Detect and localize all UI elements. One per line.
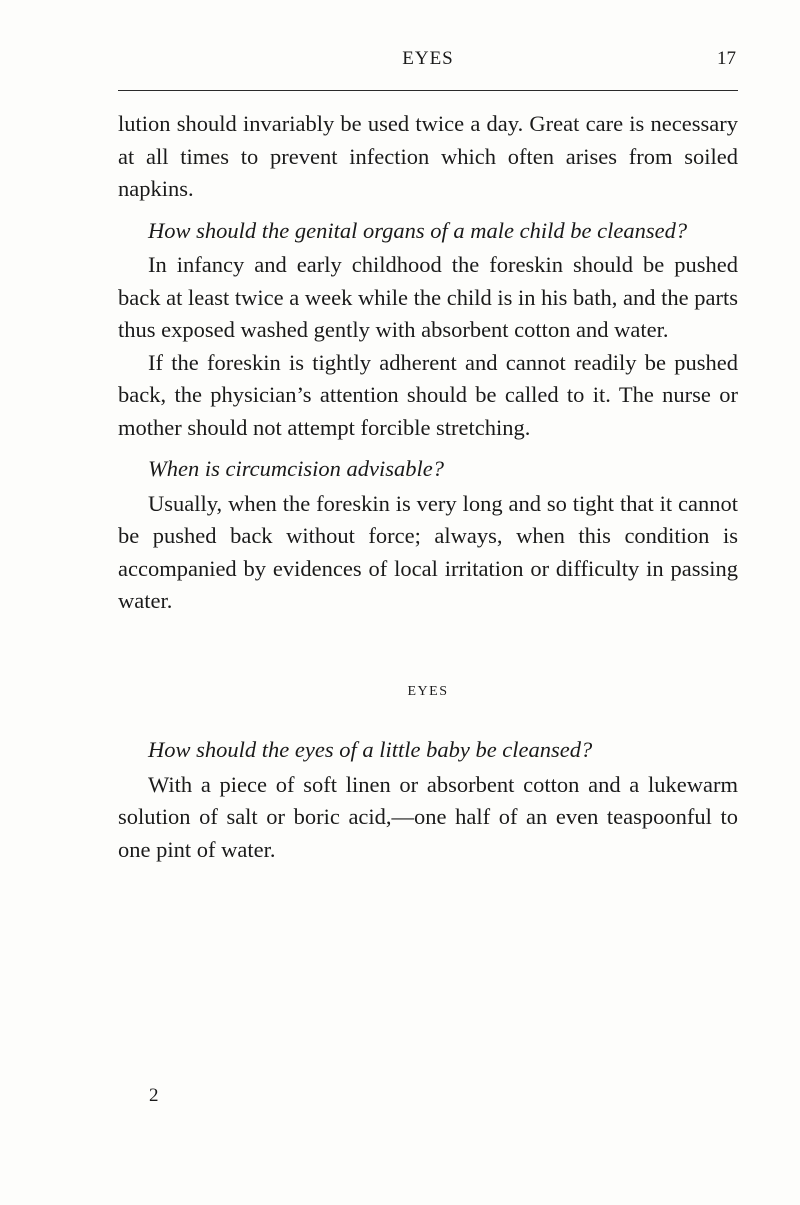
- running-title: EYES: [402, 48, 454, 69]
- question-genital-cleansing: How should the genital organs of a male child be cleansed?: [148, 217, 688, 243]
- paragraph-circumcision-answer: Usually, when the foreskin is very long and so tight that it cannot be pushed back without force; always, when this condition is accompanied by evidences of local irritation or difficulty in passing water.: [118, 490, 738, 613]
- question-eye-cleansing: How should the eyes of a little baby be cleansed?: [148, 737, 593, 762]
- question-circumcision: When is circumcision advisable?: [148, 456, 444, 481]
- signature-mark: 2: [149, 1085, 159, 1106]
- paragraph-continuation: lution should invariably be used twice a day. Great care is necessary at all times to prevent infection which often arises from soiled napkins.: [118, 111, 738, 201]
- body-text: [118, 108, 738, 866]
- page-number: 17: [717, 48, 736, 69]
- paragraph-foreskin-care: In infancy and early childhood the foreskin should be pushed back at least twice a week while the child is in his bath, and the parts thus exposed washed gently with absorbent cotton and water.: [118, 252, 738, 342]
- paragraph-eye-cleansing-answer: With a piece of soft linen or absorbent cotton and a lukewarm solution of salt or boric acid,—one half of an even teaspoonful to one pint of water.: [118, 771, 738, 862]
- paragraph-adherent-foreskin: If the foreskin is tightly adherent and cannot readily be pushed back, the physician’s attention should be called to it. The nurse or mother should not attempt forcible stretching.: [118, 349, 738, 440]
- section-heading: EYES: [407, 683, 449, 699]
- header-rule: [118, 90, 738, 91]
- running-head: [118, 48, 738, 76]
